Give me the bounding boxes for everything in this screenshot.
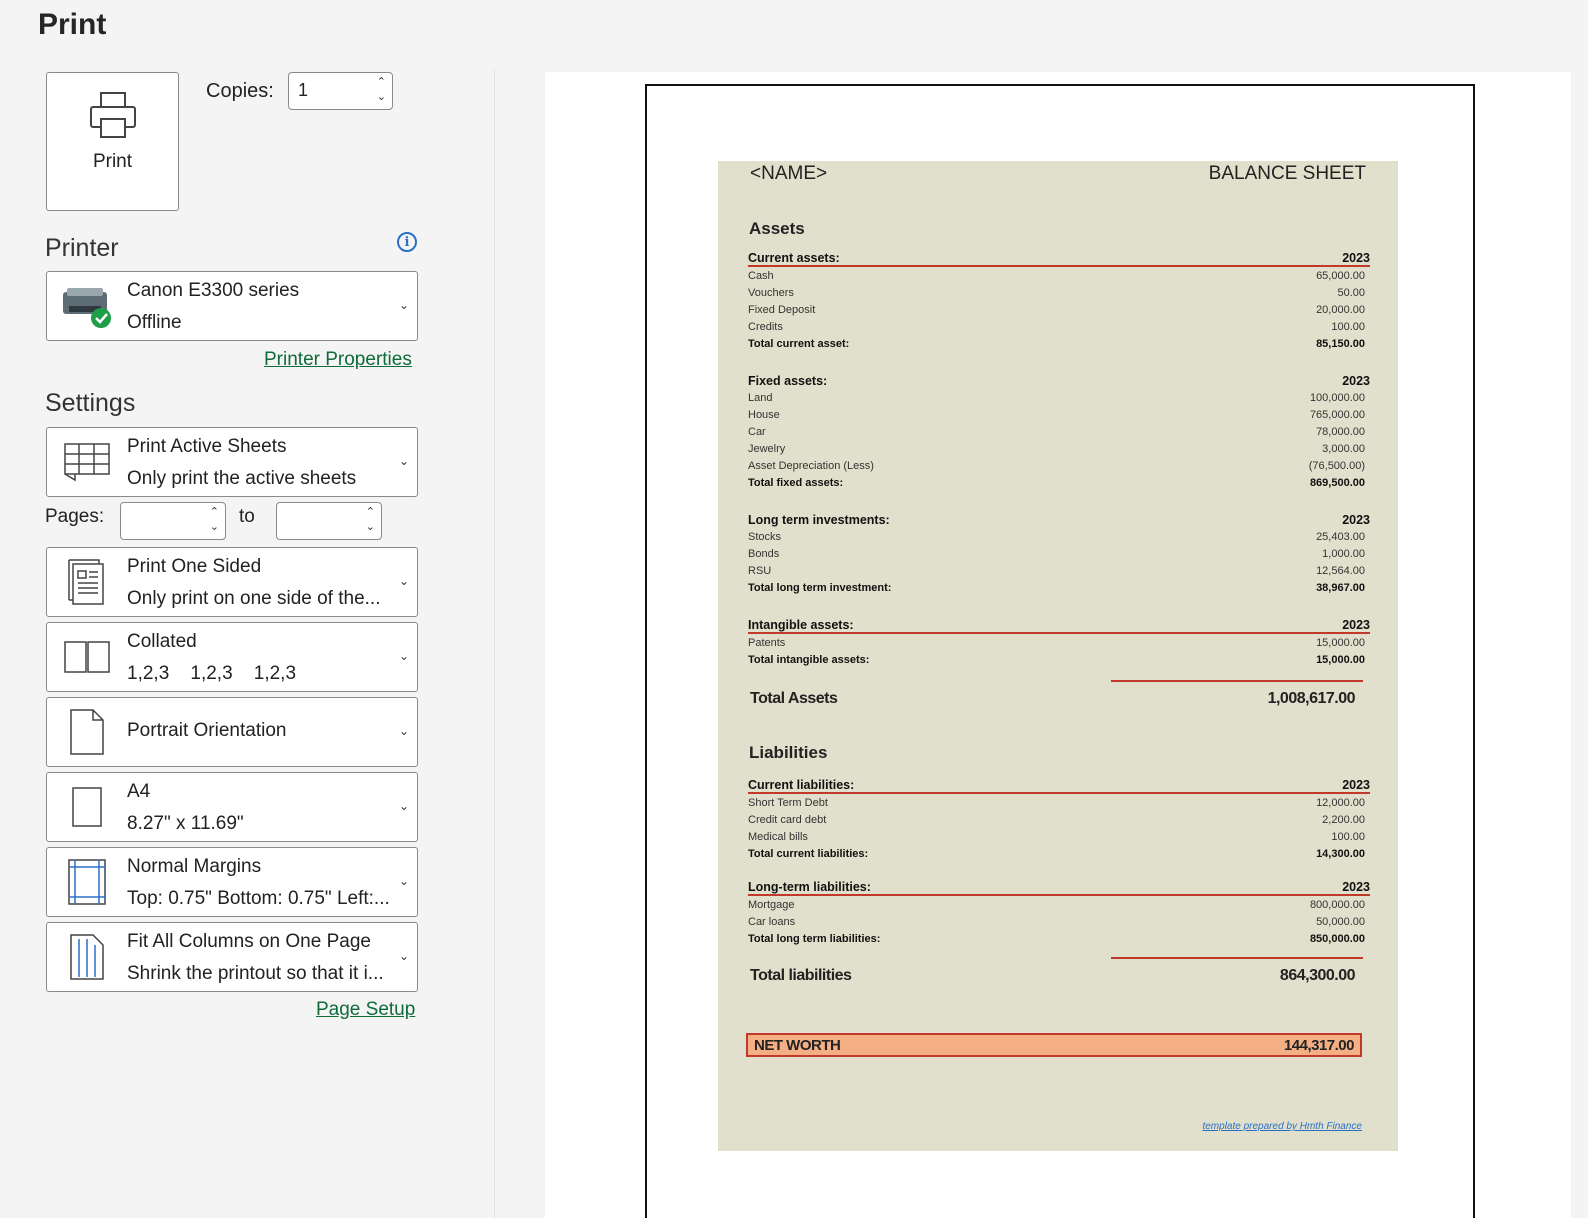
- panel-divider: [494, 70, 495, 1218]
- assets-heading: Assets: [749, 219, 805, 238]
- current-assets-group: [748, 250, 1370, 352]
- fixed-assets-group: [748, 372, 1370, 491]
- print-what-desc: Only print the active sheets: [127, 468, 357, 489]
- total-liabilities-rule: [1111, 957, 1363, 959]
- copies-label: Copies:: [206, 80, 274, 102]
- net-worth-label: NET WORTH: [754, 1036, 841, 1054]
- table-row: Land 100,000.00: [748, 391, 1365, 404]
- pages-to-label: to: [239, 506, 255, 527]
- collated-icon: [55, 631, 119, 683]
- chevron-down-icon: ⌄: [398, 799, 409, 813]
- info-icon[interactable]: i: [397, 232, 417, 252]
- pages-to-stepper[interactable]: [366, 505, 375, 535]
- intangible-assets-group: [748, 617, 1370, 668]
- table-row: Vouchers 50.00: [748, 286, 1365, 299]
- sheet-name: <NAME>: [750, 163, 828, 184]
- table-row: Credits 100.00: [748, 320, 1365, 333]
- print-button[interactable]: [46, 72, 179, 211]
- page-title: Print: [38, 8, 107, 41]
- group-header: Current liabilities: 2023: [748, 777, 1370, 794]
- group-total: Total intangible assets: 15,000.00: [748, 653, 1365, 666]
- table-row: Jewelry 3,000.00: [748, 442, 1365, 455]
- table-row: Medical bills 100.00: [748, 830, 1365, 843]
- chevron-down-icon[interactable]: ⌄: [376, 91, 386, 103]
- paper-size-desc: 8.27" x 11.69": [127, 813, 244, 834]
- total-assets-rule: [1111, 680, 1363, 682]
- printer-icon: [88, 91, 138, 139]
- total-liabilities-label: Total liabilities: [750, 967, 852, 984]
- pages-to-input[interactable]: [276, 502, 382, 540]
- portrait-page-icon: [55, 706, 119, 758]
- print-what-dropdown[interactable]: [46, 427, 418, 497]
- print-button-label: Print: [92, 151, 133, 172]
- sheet-title: BALANCE SHEET: [1208, 163, 1366, 184]
- page-setup-link[interactable]: Page Setup: [316, 999, 416, 1020]
- group-total: Total current asset: 85,150.00: [748, 337, 1365, 350]
- scaling-desc: Shrink the printout so that it i...: [127, 963, 384, 984]
- printer-properties-link[interactable]: Printer Properties: [264, 349, 412, 370]
- collation-title: Collated: [127, 631, 197, 652]
- group-total: Total current liabilities: 14,300.00: [748, 847, 1365, 860]
- group-total: Total long term investment: 38,967.00: [748, 581, 1365, 594]
- sides-desc: Only print on one side of the...: [127, 588, 381, 609]
- group-header: Long-term liabilities: 2023: [748, 879, 1370, 896]
- pages-from-stepper[interactable]: [210, 505, 219, 535]
- settings-section-title: Settings: [45, 389, 136, 417]
- chevron-down-icon: ⌄: [398, 574, 409, 588]
- total-assets-value: 1,008,617.00: [1267, 690, 1355, 707]
- table-row: RSU 12,564.00: [748, 564, 1365, 577]
- one-sided-page-icon: [55, 556, 119, 608]
- scaling-dropdown[interactable]: [46, 922, 418, 992]
- print-what-title: Print Active Sheets: [127, 436, 287, 457]
- net-worth-row: [746, 1033, 1362, 1057]
- printer-status: Offline: [127, 312, 182, 333]
- margins-dropdown[interactable]: [46, 847, 418, 917]
- copies-value: 1: [298, 80, 309, 100]
- balance-sheet: [718, 161, 1398, 1151]
- long-term-investments-group: [748, 511, 1370, 596]
- group-header: Long term investments: 2023: [748, 512, 1370, 527]
- table-row: Patents 15,000.00: [748, 636, 1365, 649]
- liabilities-heading: Liabilities: [749, 743, 828, 762]
- table-row: Cash 65,000.00: [748, 269, 1365, 282]
- chevron-down-icon: ⌄: [398, 298, 409, 312]
- group-header: Intangible assets: 2023: [748, 617, 1370, 634]
- scaling-title: Fit All Columns on One Page: [127, 931, 371, 952]
- copies-stepper[interactable]: [377, 75, 386, 105]
- table-row: Credit card debt 2,200.00: [748, 813, 1365, 826]
- chevron-down-icon[interactable]: ⌄: [209, 521, 219, 533]
- table-row: Bonds 1,000.00: [748, 547, 1365, 560]
- table-row: House 765,000.00: [748, 408, 1365, 421]
- paper-size-icon: [55, 781, 119, 833]
- table-row: Asset Depreciation (Less) (76,500.00): [748, 459, 1365, 472]
- template-credit-link[interactable]: template prepared by Hmth Finance: [1202, 1121, 1362, 1132]
- pages-from-input[interactable]: [120, 502, 226, 540]
- orientation-dropdown[interactable]: [46, 697, 418, 767]
- margins-desc: Top: 0.75" Bottom: 0.75" Left:...: [127, 888, 390, 909]
- group-header: Fixed assets: 2023: [748, 373, 1370, 388]
- net-worth-value: 144,317.00: [1283, 1036, 1354, 1054]
- total-assets-label: Total Assets: [750, 690, 838, 707]
- sides-dropdown[interactable]: [46, 547, 418, 617]
- total-liabilities-row: [750, 967, 1355, 985]
- table-row: Stocks 25,403.00: [748, 530, 1365, 543]
- long-term-liabilities-group: [748, 879, 1370, 947]
- margins-icon: [55, 856, 119, 908]
- chevron-up-icon[interactable]: ⌃: [209, 506, 219, 518]
- group-total: Total long term liabilities: 850,000.00: [748, 932, 1365, 945]
- chevron-down-icon: ⌄: [398, 724, 409, 738]
- printer-dropdown[interactable]: [46, 271, 418, 341]
- table-row: Short Term Debt 12,000.00: [748, 796, 1365, 809]
- chevron-up-icon[interactable]: ⌃: [365, 506, 375, 518]
- group-header: Current assets: 2023: [748, 250, 1370, 267]
- sheet-grid-icon: [55, 436, 119, 488]
- fit-columns-icon: [55, 931, 119, 983]
- paper-size-title: A4: [127, 781, 151, 802]
- sides-title: Print One Sided: [127, 556, 262, 577]
- paper-size-dropdown[interactable]: [46, 772, 418, 842]
- table-row: Mortgage 800,000.00: [748, 898, 1365, 911]
- table-row: Fixed Deposit 20,000.00: [748, 303, 1365, 316]
- printer-name: Canon E3300 series: [127, 280, 300, 301]
- table-row: Car 78,000.00: [748, 425, 1365, 438]
- preview-page: [645, 84, 1475, 1218]
- total-assets-row: [750, 690, 1355, 708]
- printer-section-title: Printer: [45, 234, 119, 262]
- chevron-down-icon: ⌄: [398, 874, 409, 888]
- chevron-down-icon: ⌄: [398, 649, 409, 663]
- chevron-down-icon[interactable]: ⌄: [365, 521, 375, 533]
- collation-desc: 1,2,3 1,2,3 1,2,3: [127, 663, 297, 684]
- margins-title: Normal Margins: [127, 856, 262, 877]
- collation-dropdown[interactable]: [46, 622, 418, 692]
- copies-input[interactable]: [288, 72, 393, 110]
- table-row: Car loans 50,000.00: [748, 915, 1365, 928]
- chevron-down-icon: ⌄: [398, 949, 409, 963]
- group-total: Total fixed assets: 869,500.00: [748, 476, 1365, 489]
- current-liabilities-group: [748, 777, 1370, 862]
- pages-label: Pages:: [45, 506, 105, 527]
- printer-device-icon: [55, 280, 119, 332]
- total-liabilities-value: 864,300.00: [1279, 967, 1355, 984]
- orientation-title: Portrait Orientation: [127, 720, 287, 741]
- chevron-up-icon[interactable]: ⌃: [376, 76, 386, 88]
- chevron-down-icon: ⌄: [398, 454, 409, 468]
